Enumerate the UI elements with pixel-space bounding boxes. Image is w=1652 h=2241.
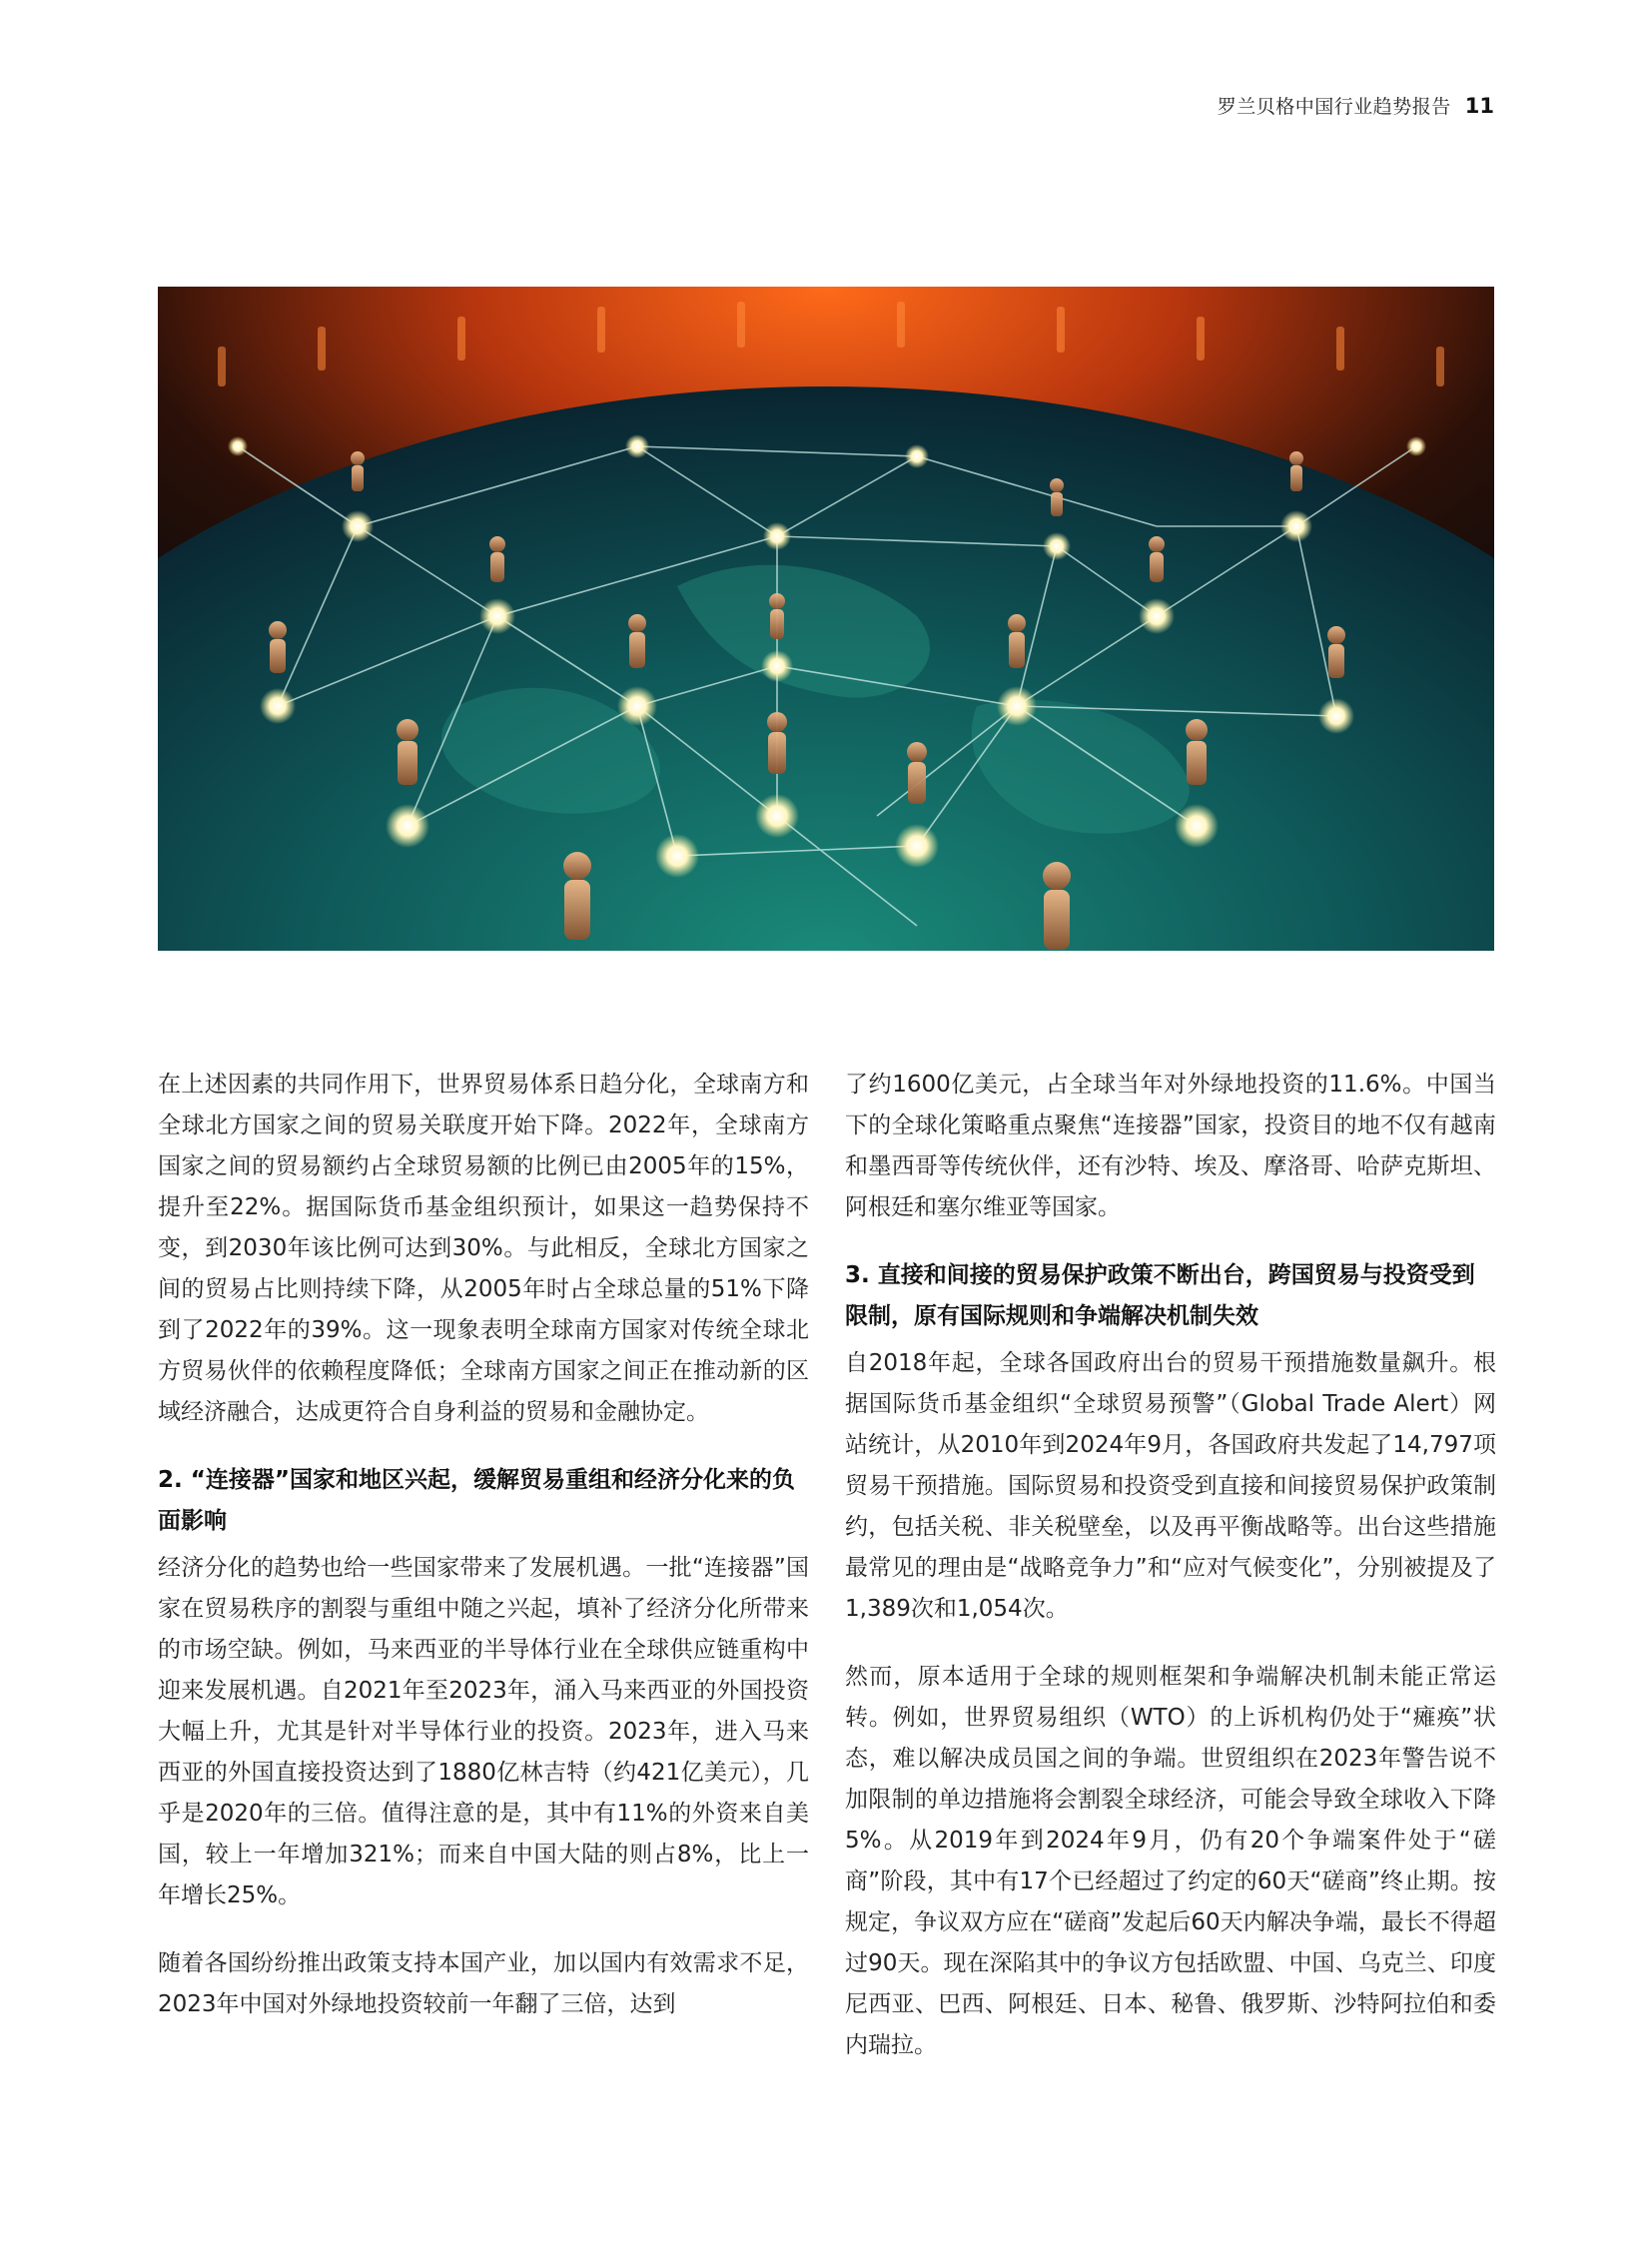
- page-number: 11: [1464, 94, 1494, 118]
- report-title: 罗兰贝格中国行业趋势报告: [1217, 96, 1451, 118]
- page-header: [1218, 92, 1494, 119]
- paragraph-wto-disputes: 然而，原本适用于全球的规则框架和争端解决机制未能正常运转。例如，世界贸易组织（WTO）的上诉机构仍处于“瘫痪”状态，难以解决成员国之间的争端。世贸组织在2023年警告说不加限制的单边措施将会割裂全球经济，可能会导致全球收入下降5%。从2019年到2024年9月，仍有20个争端案件处于“磋商”阶段，其中有17个已经超过了约定的60天“磋商”终止期。按规定，争议双方应在“磋商”发起后60天内解决争端，最长不得超过90天。现在深陷其中的争议方包括欧盟、中国、乌克兰、印度尼西亚、巴西、阿根廷、日本、秘鲁、俄罗斯、沙特阿拉伯和委内瑞拉。: [845, 1664, 1496, 2058]
- paragraph-trade-divergence: 在上述因素的共同作用下，世界贸易体系日趋分化，全球南方和全球北方国家之间的贸易关联度开始下降。2022年，全球南方国家之间的贸易额约占全球贸易额的比例已由2005年的15%，提升至22%。据国际货币基金组织预计，如果这一趋势保持不变，到2030年该比例可达到30%。与此相反，全球北方国家之间的贸易占比则持续下降，从2005年时占全球总量的51%下降到了2022年的39%。这一现象表明全球南方国家对传统全球北方贸易伙伴的依赖程度降低；全球南方国家之间正在推动新的区域经济融合，达成更符合自身利益的贸易和金融协定。: [158, 1072, 809, 1425]
- paragraph-trade-interventions: 自2018年起，全球各国政府出台的贸易干预措施数量飙升。根据国际货币基金组织“全球贸易预警”（Global Trade Alert）网站统计，从2010年到2024年9月，各国政府共发起了14,797项贸易干预措施。国际贸易和投资受到直接和间接贸易保护政策制约，包括关税、非关税壁垒，以及再平衡战略等。出台这些措施最常见的理由是“战略竞争力”和“应对气候变化”，分别被提及了1,389次和1,054次。: [845, 1350, 1496, 1622]
- heading-trade-protection: 3. 直接和间接的贸易保护政策不断出台，跨国贸易与投资受到限制，原有国际规则和争端解决机制失效: [845, 1262, 1475, 1329]
- paragraph-economic-opportunity: 经济分化的趋势也给一些国家带来了发展机遇。一批“连接器”国家在贸易秩序的割裂与重组中随之兴起，填补了经济分化所带来的市场空缺。例如，马来西亚的半导体行业在全球供应链重构中迎来发展机遇。自2021年至2023年，涌入马来西亚的外国投资大幅上升，尤其是针对半导体行业的投资。2023年，进入马来西亚的外国直接投资达到了1880亿林吉特（约421亿美元），几乎是2020年的三倍。值得注意的是，其中有11%的外资来自美国，较上一年增加321%；而来自中国大陆的则占8%，比上一年增长25%。: [158, 1555, 809, 1908]
- global-network-people-icon: [158, 287, 1494, 951]
- hero-image: [158, 287, 1494, 951]
- right-column: [845, 1065, 1496, 2066]
- heading-connector-countries: 2. “连接器”国家和地区兴起，缓解贸易重组和经济分化来的负面影响: [158, 1467, 795, 1534]
- paragraph-greenfield-investment: 随着各国纷纷推出政策支持本国产业，加以国内有效需求不足，2023年中国对外绿地投资较前一年翻了三倍，达到: [158, 1950, 809, 2017]
- left-column: [158, 1065, 809, 2025]
- paragraph-globalization-strategy: 了约1600亿美元，占全球当年对外绿地投资的11.6%。中国当下的全球化策略重点聚焦“连接器”国家，投资目的地不仅有越南和墨西哥等传统伙伴，还有沙特、埃及、摩洛哥、哈萨克斯坦、阿根廷和塞尔维亚等国家。: [845, 1072, 1496, 1220]
